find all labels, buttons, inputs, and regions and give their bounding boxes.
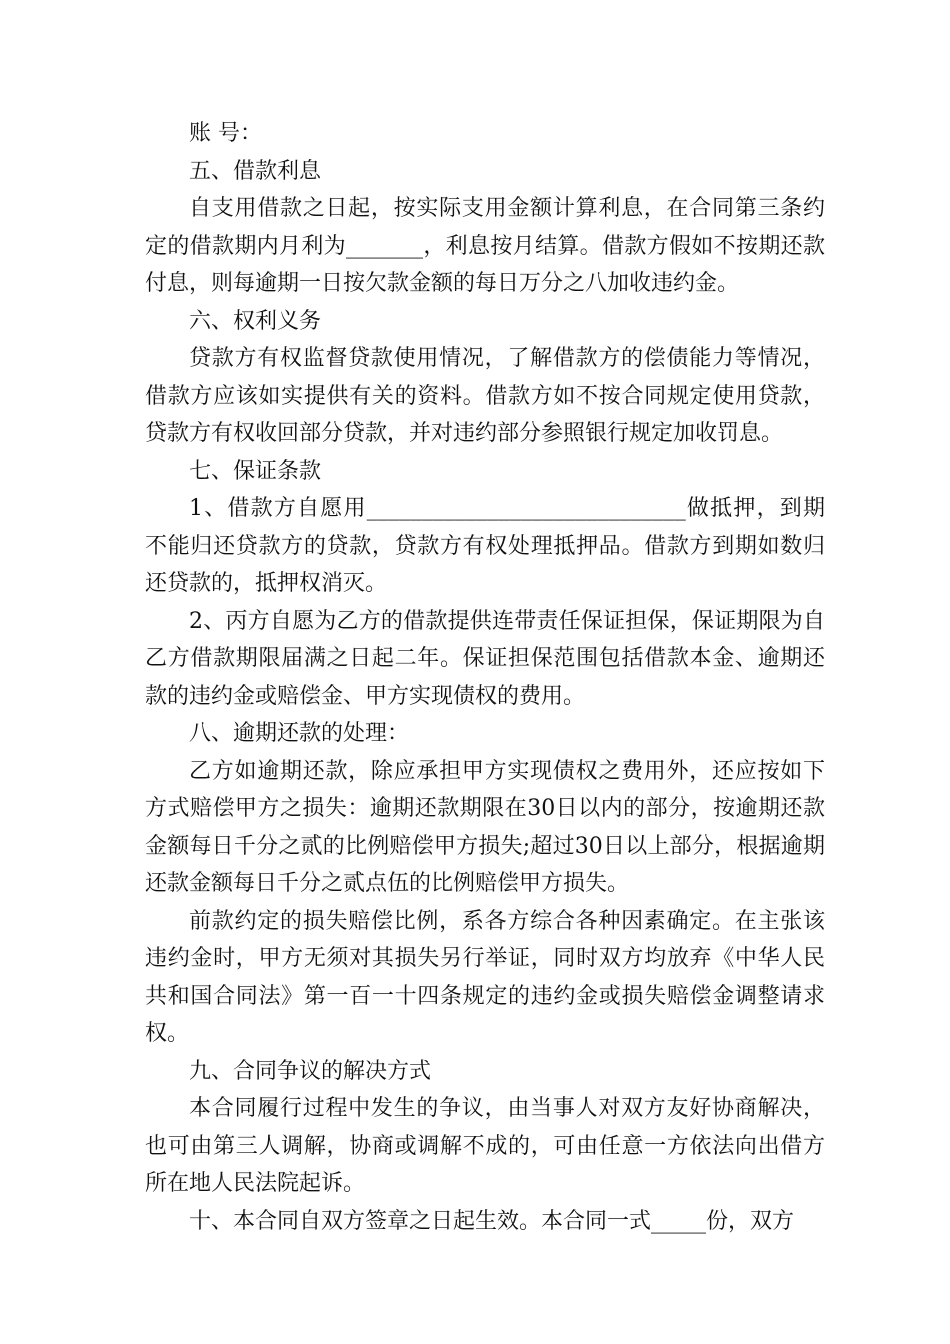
section-5-paragraph: 自支用借款之日起，按实际支用金额计算利息，在合同第三条约定的借款期内月利为_______，利息按月结算。借款方假如不按期还款付息，则每逾期一日按欠款金额的每日万分之八加收违约金。 <box>145 196 825 296</box>
section-7-clause-2: 2、丙方自愿为乙方的借款提供连带责任保证担保，保证期限为自乙方借款期限届满之日起二年。保证担保范围包括借款本金、逾期还款的违约金或赔偿金、甲方实现债权的费用。 <box>145 608 825 709</box>
section-9-heading: 九、合同争议的解决方式 <box>189 1058 432 1084</box>
section-7-heading: 七、保证条款 <box>189 458 322 484</box>
document-body <box>145 115 825 1240</box>
section-8-heading: 八、逾期还款的处理： <box>189 721 410 746</box>
section-6-heading: 六、权利义务 <box>189 308 322 334</box>
account-number-line: 账 号： <box>189 121 262 146</box>
section-7-clause-1: 1、借款方自愿用_____________________________做抵押，到期不能归还贷款方的贷款，贷款方有权处理抵押品。借款方到期如数归还贷款的，抵押权消灭。 <box>145 496 825 596</box>
section-5-heading: 五、借款利息 <box>189 158 322 184</box>
section-9-paragraph: 本合同履行过程中发生的争议，由当事人对双方友好协商解决，也可由第三人调解，协商或调解不成的，可由任意一方依法向出借方所在地人民法院起诉。 <box>145 1096 825 1196</box>
section-6-paragraph: 贷款方有权监督贷款使用情况，了解借款方的偿债能力等情况，借款方应该如实提供有关的资料。借款方如不按合同规定使用贷款，贷款方有权收回部分贷款，并对违约部分参照银行规定加收罚息。 <box>145 346 825 446</box>
section-8-paragraph-1: 乙方如逾期还款，除应承担甲方实现债权之费用外，还应按如下方式赔偿甲方之损失：逾期还款期限在30日以内的部分，按逾期还款金额每日千分之贰的比例赔偿甲方损失;超过30日以上部分，根据逾期还款金额每日千分之贰点伍的比例赔偿甲方损失。 <box>145 758 825 896</box>
section-10-paragraph: 十、本合同自双方签章之日起生效。本合同一式_____份，双方 <box>189 1208 795 1234</box>
section-8-paragraph-2: 前款约定的损失赔偿比例，系各方综合各种因素确定。在主张该违约金时，甲方无须对其损失另行举证，同时双方均放弃《中华人民共和国合同法》第一百一十四条规定的违约金或损失赔偿金调整请求权。 <box>145 908 825 1046</box>
